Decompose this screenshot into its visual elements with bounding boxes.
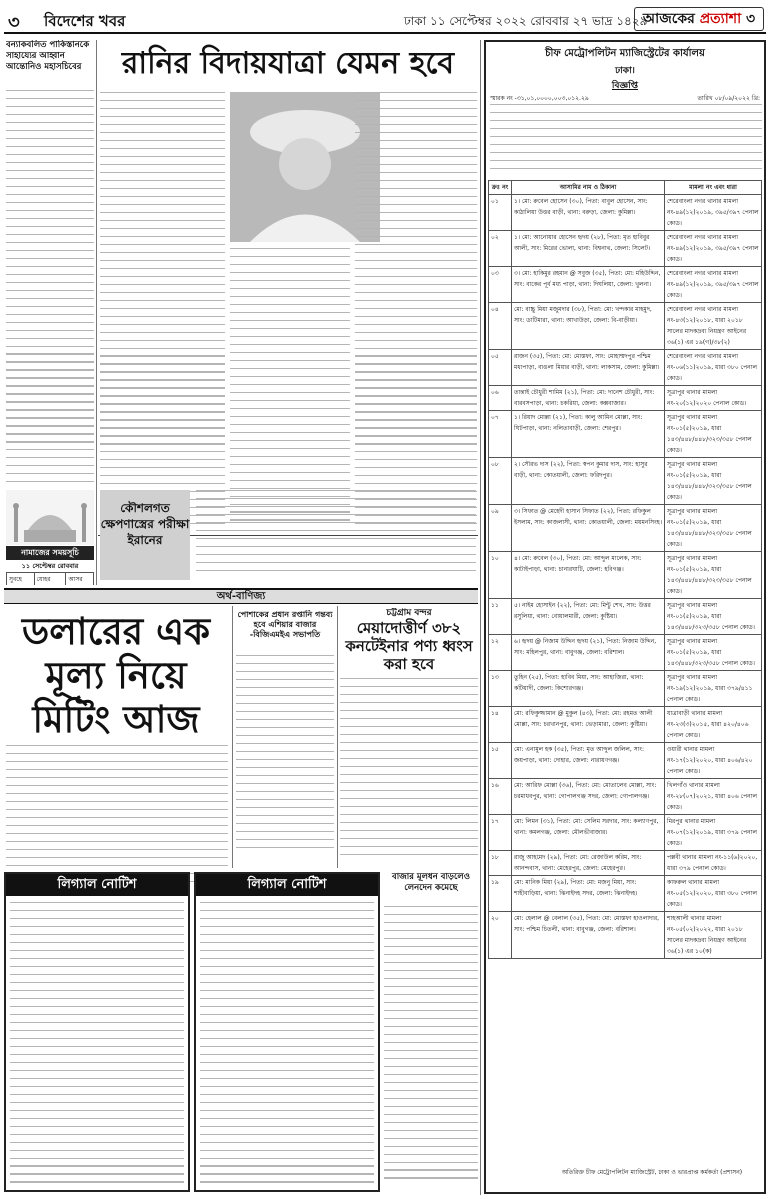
serial-cell: ১২ [489,635,512,671]
serial-cell: ১৩ [489,671,512,707]
masthead-logo [634,7,764,31]
court-row [489,851,762,876]
accused-cell: মো: লিমন (৩১), পিতা: মো: সেলিম সরদার, সাং: কল্যাণপুর, থানা: কমলগঞ্জ, জেলা: মৌলভীবাজার। [512,815,665,851]
serial-cell: ১৪ [489,707,512,743]
prayer-name: সুবহে [7,573,35,586]
garments-article-text [236,655,334,855]
court-intro-text [490,104,762,176]
serial-cell: ১৭ [489,815,512,851]
iran-headline-box [100,490,190,580]
case-cell: সূত্রাপুর থানার মামলা নং-০১(৫)২০১৯, ধারা ১৪৩/৪৪৮/৩২৩/৩৫৮ পেনাল কোড। [665,635,762,671]
accused-cell: ১। মো: আনোয়ার হোসেন হৃদয় (২৮), পিতা: মৃত হাবিবুর আলী, সাং: মিরের ভোলা, থানা: বিশ্বনাথ, জেলা: সিলেট। [512,231,665,267]
serial-cell: ২০ [489,912,512,959]
queen-article-col1 [100,92,225,531]
market-article-text [384,906,478,1185]
accused-cell: ৬। হৃদয় @ নিজাম উদ্দিন হৃদয় (২১), পিতা: নিজাম উদ্দিন, সাং: মহিলপুর, থানা: বাবুগঞ্জ, জেলা: বরিশাল। [512,635,665,671]
case-cell: সূত্রাপুর থানার মামলা নং-২০(১২)২০২০ পেনাল কোড। [665,386,762,411]
case-cell: শাহআলী থানার মামলা নং-০৫(০২)২০২২, ধারা ২০১৮ সালের মাদকদ্রব্য নিয়ন্ত্রণ আইনের ৩৬(১) এর ১০(ক) [665,912,762,959]
accused-cell: ৪। মো: রুবেল (৩০), পিতা: মো: আব্দুল মালেক, সাং: কাটাইপাড়া, থানা: চানারঘাটি, জেলা: হবিগঞ্জ। [512,552,665,599]
case-cell: শেরেবাংলা নগর থানার মামলা নং-৪৯(১২)২০১৯, ৩৯৫/৩৯৭ পেনাল কোড। [665,267,762,303]
business-section-title: অর্থ-বাণিজ্য [216,591,266,602]
garments-headline-box [236,610,334,650]
court-row [489,267,762,303]
legal-notice-1 [4,872,190,1192]
accused-cell: মো: হেলাল @ বেলাল (৩৫), পিতা: মো: মোস্তফা হাওলাদার, সাং: পশ্চিম চিতলী, থানা: বাবুগঞ্জ, জেলা: বরিশাল। [512,912,665,959]
page-header [4,4,766,34]
court-row [489,707,762,743]
queen-article-col3 [355,92,477,531]
court-row [489,599,762,635]
serial-cell: ০৭ [489,411,512,458]
serial-cell: ১৮ [489,851,512,876]
case-cell: সূত্রাপুর থানার মামলা নং-০১(৫)২০১৯, ধারা ১৪৩/৪৪৮/৪৪৮/৩২৩/৩৫৮ পেনাল কোড। [665,552,762,599]
accused-cell: মো: আরিফ মোল্লা (৩৬), পিতা: মো: মোতালেব মোল্লা, সাং: চরমাধবপুর, থানা: গোপালগঞ্জ সদর, জেলা: গোপালগঞ্জ। [512,779,665,815]
case-cell: কাফরুল থানার মামলা নং-০৫(১২)২০২০, ধারা ৩৮০ পেনাল কোড। [665,876,762,912]
court-row [489,876,762,912]
column-divider [96,40,97,585]
col-case: মামলা নং এবং ধারা [665,181,762,195]
case-cell: সূত্রাপুর থানার মামলা নং-০১(৫)২০১৯, ধারা ১৪৩/৪৪৮/৪৪৮/৩২৩/৩৫৮ পেনাল কোড। [665,411,762,458]
case-cell: সূত্রাপুর থানার মামলা নং-০১(৫)২০১৯, ধারা ১৪৩/৪৪৮/৩২৩/৩৫৮ পেনাল কোড। [665,599,762,635]
mosque-image [6,490,94,545]
memo-number: স্মারক নং -৩১,০১,০০০০,০০৩,০১২.২৯ [490,95,589,102]
serial-cell: ১৬ [489,779,512,815]
left-column [6,40,94,585]
serial-cell: ১০ [489,552,512,599]
case-cell: সূত্রাপুর থানার মামলা নং-১৯(১২)২০১৯, ধারা ৩৭৯/৪১১ পেনাল কোড। [665,671,762,707]
court-row [489,458,762,505]
prayer-name: আসর [66,573,94,586]
case-cell: পল্লবী থানার মামলা নং-১১(৬)২০২০, ধারা ৩৭৯ পেনাল কোড। [665,851,762,876]
market-headline-box [384,872,478,902]
court-row [489,552,762,599]
court-row [489,912,762,959]
court-row [489,231,762,267]
port-kicker: চট্টগ্রাম বন্দর [386,608,432,618]
legal-notice-text [200,902,374,1189]
case-cell: মিরপুর থানার মামলা নং-০৭(১২)২০১৯, ধারা ৩৭৯ পেনাল কোড। [665,815,762,851]
serial-cell: ০৬ [489,386,512,411]
case-cell: খিলগাঁও থানার মামলা নং-২৮(০৭)২০২১, ধারা ৪০৬ পেনাল কোড। [665,779,762,815]
dollar-headline-box [6,610,226,740]
section-title: বিদেশের খবর [44,12,126,30]
prayer-name: যোহর [34,573,66,586]
prayer-title: নামাজের সময়সূচি [6,546,94,560]
legal-notice-title: লিগ্যাল নোটিশ [196,874,378,896]
serial-cell: ০৯ [489,505,512,552]
market-headline: বাজার মূলধন বাড়লেও লেনদেন কমেছে [391,872,471,893]
serial-cell: ০৩ [489,267,512,303]
serial-cell: ১৫ [489,743,512,779]
accused-cell: তুহিন (২৫), পিতা: হাবিব মিয়া, সাং: আহাজিরা, থানা: কটিয়াদী, জেলা: কিশোরগঞ্জ। [512,671,665,707]
case-cell: শেরেবাংলা নগর থানার মামলা নং-৪৯(১২)২০১৯, ৩৯৫/৩৯৭ পেনাল কোড। [665,231,762,267]
court-row [489,303,762,350]
prayer-times-table [6,572,94,585]
iran-article-text [196,490,476,578]
court-row [489,743,762,779]
dollar-headline: ডলারের এক মূল্য নিয়ে মিটিং আজ [21,610,211,740]
accused-cell: মো: এনামুল হক (৩৫), পিতা: মৃত আব্দুল জলিল, সাং: জয়পাড়া, থানা: দোহার, জেলা: নারায়ণগঞ্জ। [512,743,665,779]
case-cell: সূত্রাপুর থানার মামলা নং-০১(৫)২০১৯, ধারা ১৪৩/৪৪৮/৪৪৮/৩২৩/৩৫৮ পেনাল কোড। [665,458,762,505]
garments-headline: পোশাকের প্রধান রপ্তানি গন্তব্য হবে এশিয়ার বাজার -বিজিএমইএ সভাপতি [237,610,333,639]
page-number: ৩ [8,12,20,33]
case-cell: সূত্রাপুর থানার মামলা নং-০১(৫)২০১৯, ধারা ১৪৩/৪৪৮/৪৪৮/৩২৩/৩৫৮ পেনাল কোড। [665,505,762,552]
court-row [489,635,762,671]
accused-cell: রাজু আহমেদ (২৯), পিতা: মো: রেজাউল করিম, সাং: আনন্দবাস, থানা: মেহেরপুর, জেলা: মেহেরপুর। [512,851,665,876]
court-row [489,386,762,411]
iran-headline: কৌশলগত ক্ষেপণাস্ত্রের পরীক্ষা ইরানের [100,501,190,547]
accused-cell: মো: রফিকুজ্জামান @ মুকুল (৪৩), পিতা: মো: রহমত আলী মোল্লা, সাং: চরখানপুর, থানা: ভেড়ামারা, জেলা: কুষ্টিয়া। [512,707,665,743]
court-notice-label: বিজ্ঞপ্তি [611,81,639,91]
column-divider [337,606,338,868]
legal-notice-title: লিগ্যাল নোটিশ [6,874,188,896]
flood-headline: বন্যাকবলিত পাকিস্তানকে সাহায্যের আহ্বান আন্তোনিও মহাসচিবের [6,40,90,72]
page-date: ঢাকা ১১ সেপ্টেম্বর ২০২২ রোববার ২৭ ভাদ্র ১৪২৯ [404,14,648,28]
flood-article-text [6,90,94,489]
legal-notice-2 [194,872,380,1192]
col-serial: ক্রঃ নং [489,181,512,195]
court-row [489,779,762,815]
serial-cell: ০১ [489,195,512,231]
business-section-bar [4,588,478,604]
case-cell: শেরেবাংলা নগর থানার মামলা নং-০৬(১১)২০১৯, ধারা ৩৮০ পেনাল কোড। [665,350,762,386]
case-cell: ওয়ারী থানার মামলা নং-১৭(১২)২০২০, ধারা ৪০৬/৪২০ পেনাল কোড। [665,743,762,779]
port-headline-box [340,608,478,674]
court-row [489,195,762,231]
legal-notice-text [10,902,184,1189]
accused-cell: ৩। সিফাত @ মেহেদী হাসান সিফাত (২২), পিতা: রফিকুল ইসলাম, সাং: কাজলাসী, থানা: কোতয়ালী, জেলা: ময়মনসিংহ। [512,505,665,552]
case-cell: শেরেবাংলা নগর থানার মামলা নং-৪৩(১২)২০১৮, ধারা ২০১৮ সালের মাদকদ্রব্য নিয়ন্ত্রণ আইনের ৩৬(১) এর ১৯(গ)/৩৮(২) [665,303,762,350]
accused-cell: ২। সৌরভ দাস (২২), পিতা: স্বপন কুমার দাস, সাং: হাসুর বাড়ী, থানা: কোতয়ালী, জেলা: ফরিদপুর। [512,458,665,505]
court-row [489,505,762,552]
accused-cell: রাজন (৩৫), পিতা: মো: মোস্তফা, সাং: মোহাম্মদপুর পশ্চিম মধ্যপাড়া, বাঙলা মিয়ার বাড়ী, থানা: লাকসাম, জেলা: কুমিল্লা। [512,350,665,386]
queen-headline: রানির বিদায়যাত্রা যেমন হবে [121,46,455,81]
serial-cell: ০৮ [489,458,512,505]
memo-date: তারিখ ০৮/০৯/২০২২ খ্রি: [697,95,760,102]
prayer-times-box [6,561,94,585]
court-row [489,815,762,851]
serial-cell: ১১ [489,599,512,635]
serial-cell: ১৯ [489,876,512,912]
court-row [489,671,762,707]
court-row [489,411,762,458]
serial-cell: ০৫ [489,350,512,386]
accused-cell: মো: মানিক মিয়া (২৯), পিতা: মো: মজনু মিয়া, সাং: শাহীবাড়িয়া, থানা: ঝিনাইদহ সদর, জেলা: ঝিনাইদহ। [512,876,665,912]
logo-prefix: আজকের [642,11,695,27]
col-accused: আসামির নাম ও ঠিকানা [512,181,665,195]
serial-cell: ০৪ [489,303,512,350]
port-article-text [340,678,478,862]
court-city: ঢাকা। [615,66,635,76]
port-headline: মেয়াদোত্তীর্ণ ৩৮২ কনটেইনার পণ্য ধ্বংস করা হবে [345,619,473,673]
accused-cell: তান্তাই চৌধুরী শামিম (২১), পিতা: মো: দানেশ চৌধুরী, সাং: বারবসপাড়া, থানা: চকরিয়া, জেলা: কক্সবাজার। [512,386,665,411]
prayer-date: ১১ সেপ্টেম্বর রোববার [21,562,79,570]
queen-article-col2 [230,248,350,527]
court-table [488,180,762,959]
accused-cell: ৫। নাইম হোসাইন (২২), পিতা: মো: মিন্টু শেখ, সাং: উত্তর রসুলিয়া, থানা: বোয়ালমারী, জেলা: কুষ্টিয়া। [512,599,665,635]
court-row [489,350,762,386]
court-title: চীফ মেট্রোপলিটন ম্যাজিস্ট্রেটের কার্যালয় [545,48,705,59]
accused-cell: মো: বাচ্চু মিয়া মজুমদার (৩৮), পিতা: মো: খন্দকার মাহমুদ, সাং: ডাটিমারা, থানা: আখাউড়া, জেলা: বি-বাড়ীয়া। [512,303,665,350]
court-signature: অতিরিক্ত চীফ মেট্রোপলিটন ম্যাজিস্ট্রেট, ঢাকা ও ভারপ্রাপ্ত কর্মকর্তা (প্রশাসন) [561,1169,743,1176]
accused-cell: ১। রিয়াদ মোল্লা (২১), পিতা: কালু আমিন মোল্লা, সাং: ঘিটপাড়া, থানা: নলিতাবাড়ী, জেলা: শেরপুর। [512,411,665,458]
case-cell: শেরেবাংলা নগর থানার মামলা নং-৪৯(১২)২০১৯, ৩৯৫/৩৯৭ পেনাল কোড। [665,195,762,231]
serial-cell: ০২ [489,231,512,267]
logo-number: ৩ [746,11,756,27]
accused-cell: ৩। মো: হাকিমুর রহমান @ সবুজ (৩৫), পিতা: মো: মহিউদ্দিন, সাং: বাকের পূর্ব মধ্য পাড়া, থানা: দিঘলিয়া, জেলা: খুলনা। [512,267,665,303]
column-divider [480,40,481,1195]
dollar-article-text [6,745,228,889]
case-cell: যাত্রাবাড়ী থানার মামলা নং-২৩(৩)২০১৫, ধারা ৪২০/৪০৬ পেনাল কোড। [665,707,762,743]
accused-cell: ১। মো: রুবেল হোসেন (৩০), পিতা: বাবুল হোসেন, সাং: কাঠালিয়া উত্তর বাড়ী, থানা: বরুড়া, জেলা: কুমিল্লা। [512,195,665,231]
court-table-wrap [488,180,762,959]
queen-headline-box [100,42,476,88]
logo-main: প্রত্যাশা [699,11,742,27]
court-notice [484,40,766,1194]
column-divider [232,606,233,868]
